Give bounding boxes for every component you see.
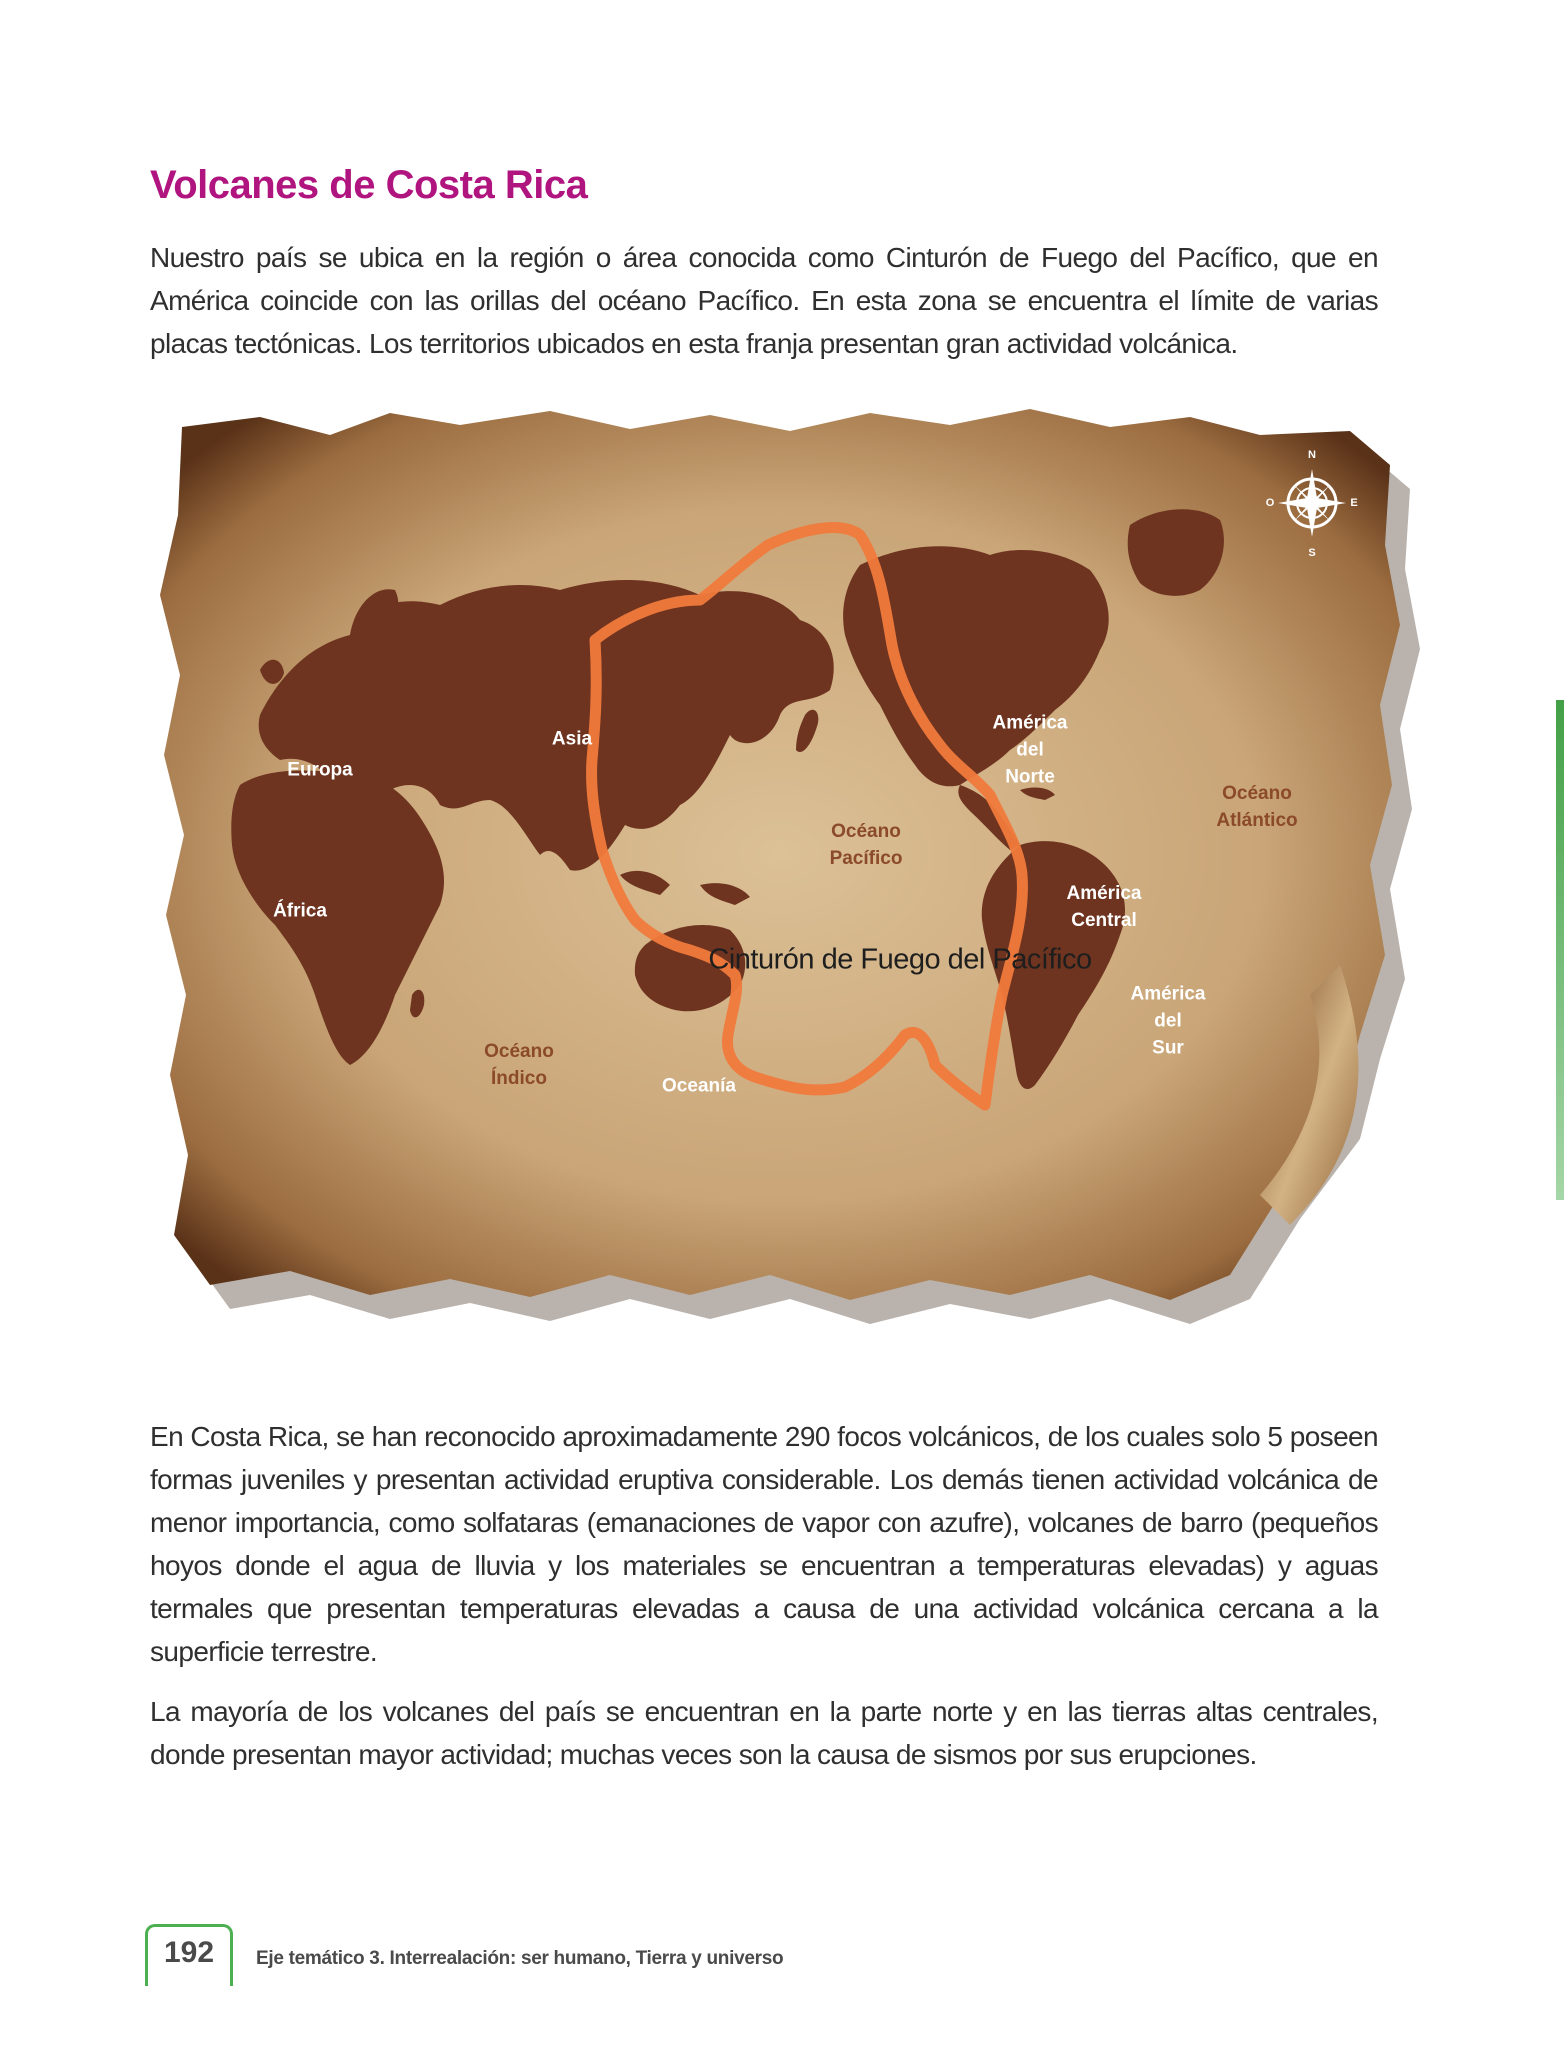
ring-of-fire-map: [140, 405, 1430, 1325]
label-america-central: América Central: [1066, 883, 1142, 931]
label-asia: Asia: [551, 728, 593, 750]
parchment-map-graphic: [140, 405, 1430, 1325]
compass-north-label: N: [1308, 449, 1316, 461]
page-number: 192: [163, 1936, 215, 1969]
label-oceano-atlantico: Océano Atlántico: [1216, 783, 1298, 831]
footer-running-title: Eje temático 3. Interrealación: ser humano, Tierra y universo: [256, 1948, 784, 1969]
page-title: Volcanes de Costa Rica: [150, 163, 588, 207]
ring-of-fire-label: Cinturón de Fuego del Pacífico: [708, 943, 1092, 976]
body-paragraph-2: La mayoría de los volcanes del país se encuentran en la parte norte y en las tierras altas centrales, donde presentan mayor actividad; muchas veces son la causa de sismos por sus erupciones.: [150, 1696, 1378, 1770]
label-oceano-indico: Océano Índico: [484, 1041, 554, 1089]
compass-east-label: E: [1350, 497, 1358, 509]
intro-paragraph: Nuestro país se ubica en la región o área conocida como Cinturón de Fuego del Pacífico, que en América coincide con las orillas del océano Pacífico. En esta zona se encuentra el límite de varias placas tectónicas. Los territorios ubicados en esta franja presentan gran actividad volcánica.: [150, 242, 1378, 359]
label-oceania: Oceanía: [662, 1075, 736, 1097]
page-edge-band: [1556, 700, 1564, 1200]
label-africa: África: [273, 900, 327, 922]
compass-west-label: O: [1265, 497, 1275, 509]
label-oceano-pacifico: Océano Pacífico: [829, 821, 903, 869]
body-paragraph-1: En Costa Rica, se han reconocido aproximadamente 290 focos volcánicos, de los cuales solo 5 poseen formas juveniles y presentan actividad eruptiva considerable. Los demás tienen actividad volcánica de menor importancia, como solfataras (emanaciones de vapor con azufre), volcanes de barro (pequeños hoyos donde el agua de lluvia y los materiales se encuentran a temperaturas elevadas) y aguas termales que presentan temperaturas elevadas a causa de una actividad volcánica cercana a la superficie terrestre.: [150, 1421, 1378, 1667]
label-america-sur: América del Sur: [1130, 983, 1206, 1059]
label-europa: Europa: [287, 759, 353, 781]
compass-south-label: S: [1308, 547, 1316, 559]
label-america-norte: América del Norte: [992, 712, 1068, 788]
